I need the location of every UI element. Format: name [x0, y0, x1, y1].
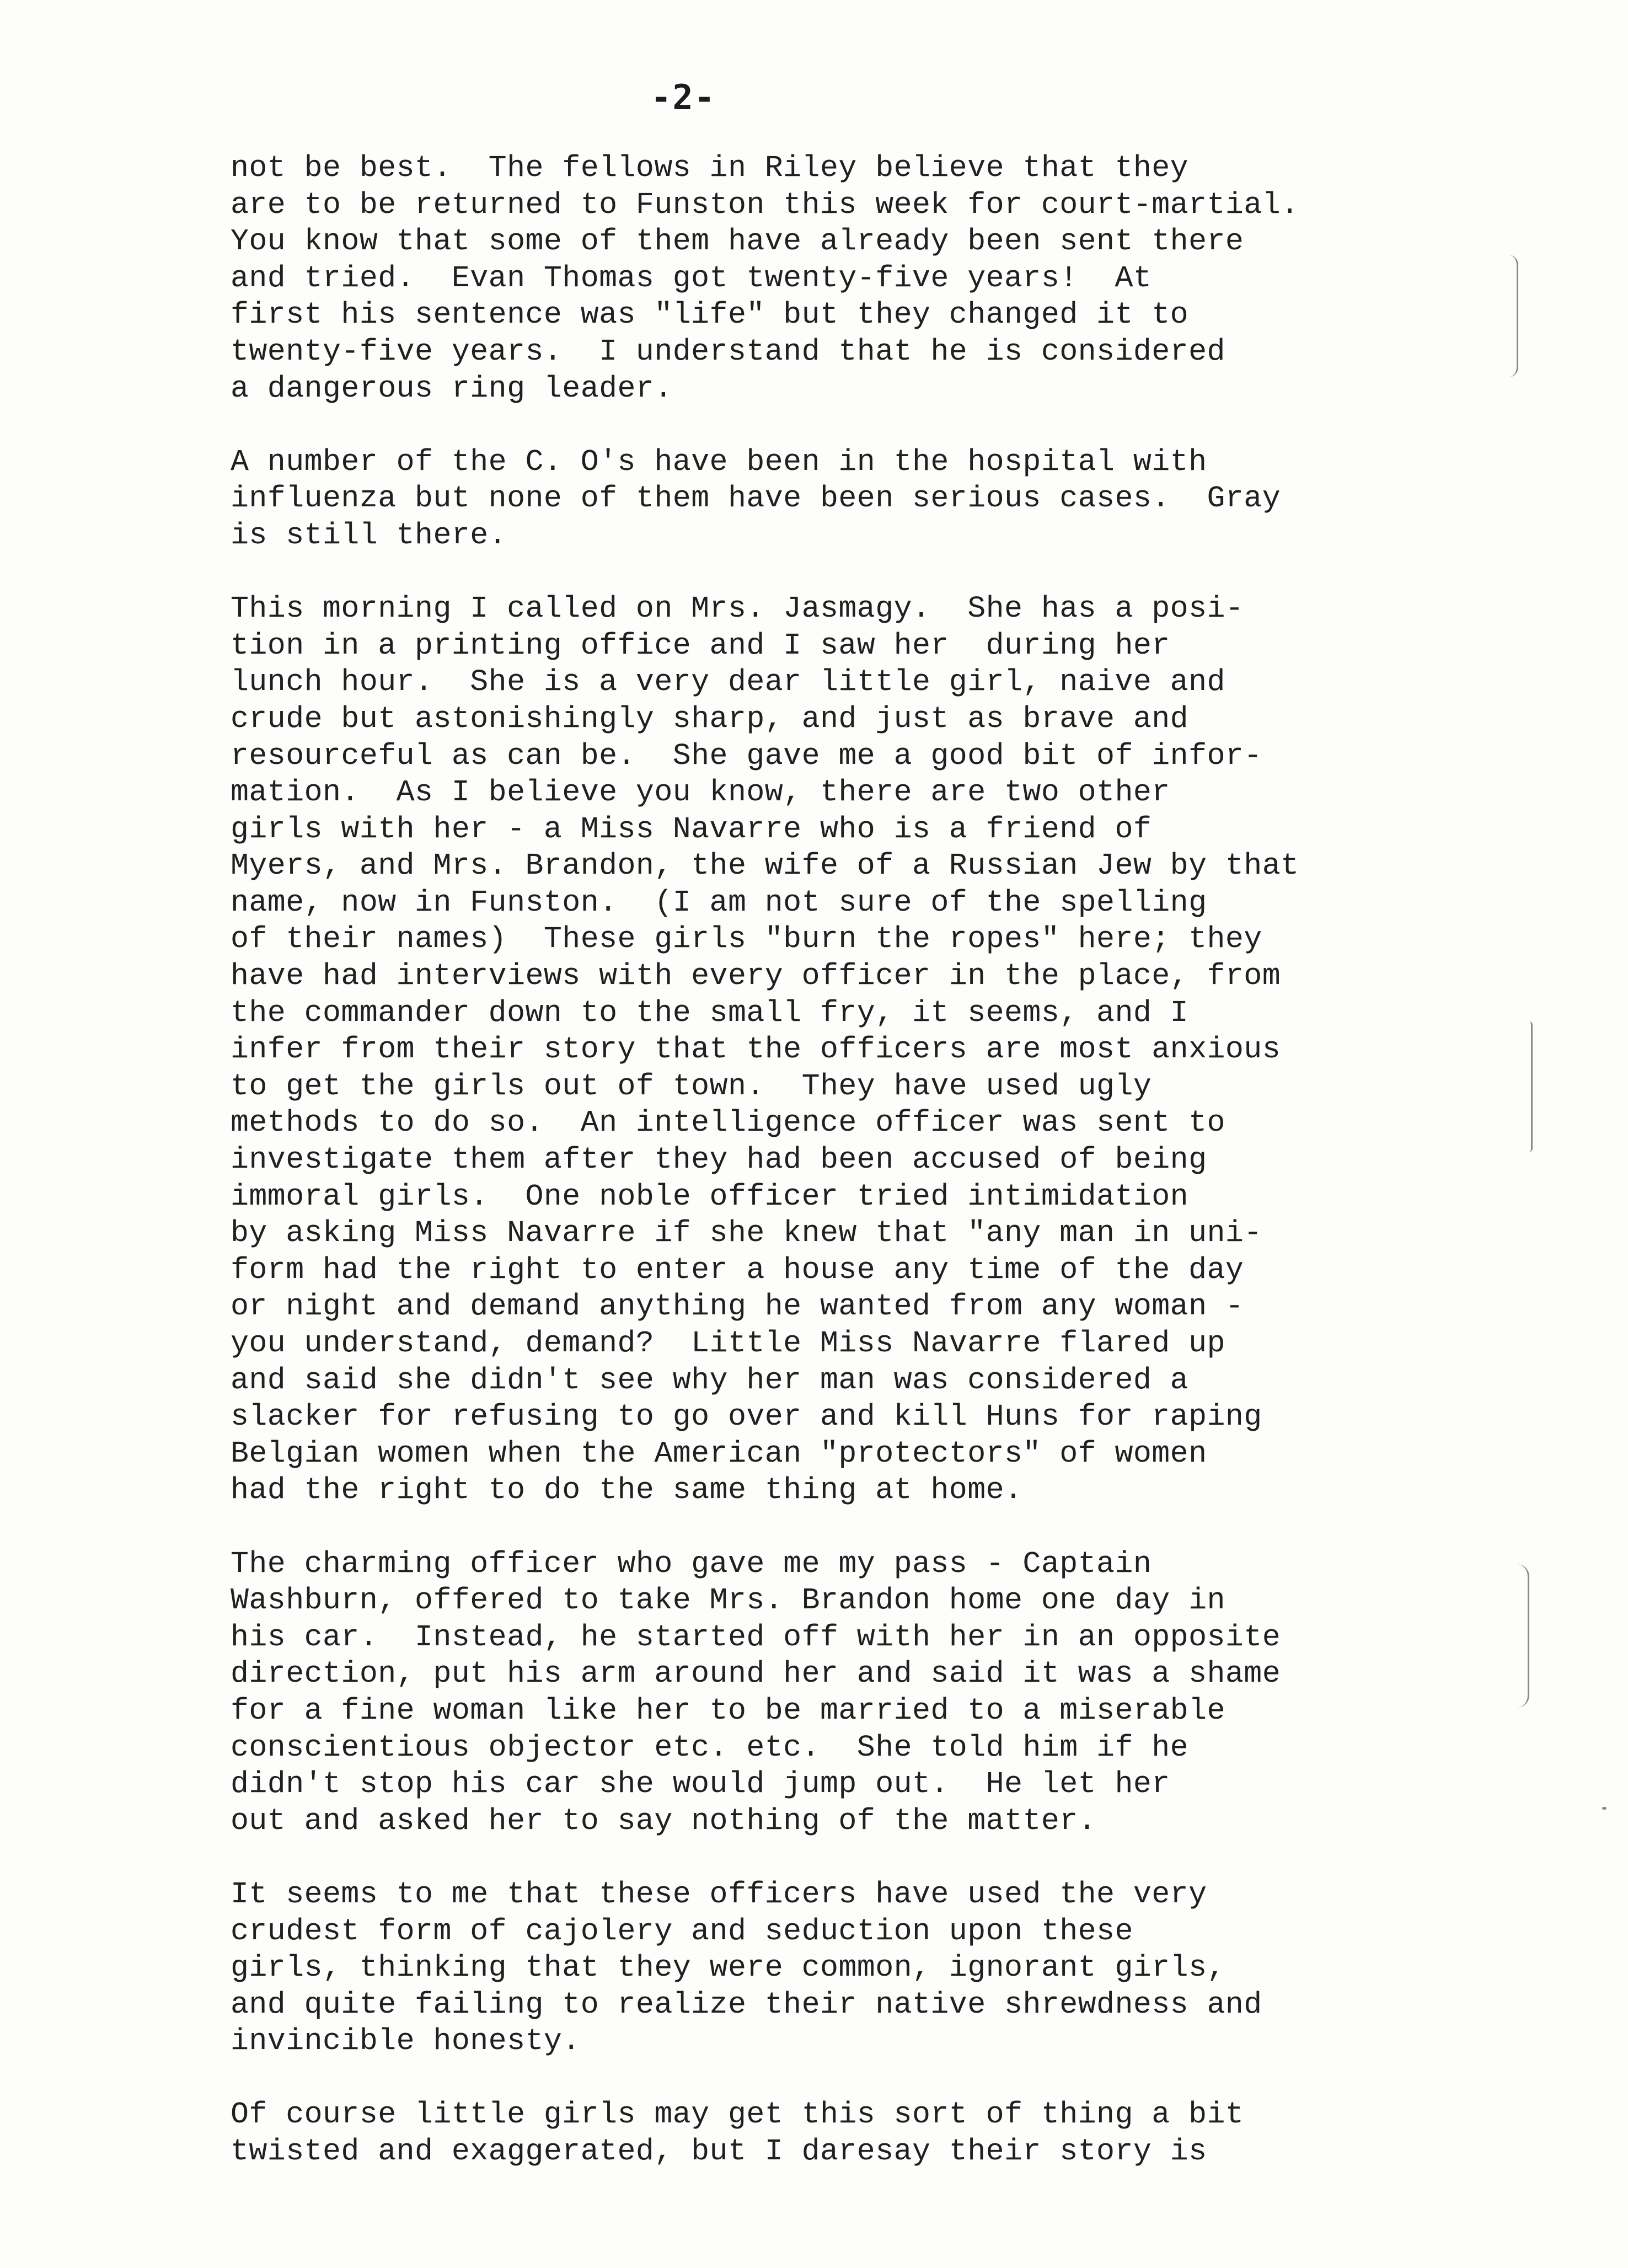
text-line: have had interviews with every officer in the place, from — [231, 959, 1281, 994]
text-line: and tried. Evan Thomas got twenty-five years! At — [231, 260, 1152, 296]
text-line: had the right to do the same thing at home. — [231, 1473, 1023, 1508]
text-line: tion in a printing office and I saw her during her — [231, 628, 1170, 663]
text-line: form had the right to enter a house any time of the day — [231, 1252, 1244, 1287]
text-line: a dangerous ring leader. — [231, 371, 673, 406]
text-line: Washburn, offered to take Mrs. Brandon home one day in — [231, 1583, 1225, 1618]
text-line: lunch hour. She is a very dear little girl, naive and — [231, 665, 1225, 700]
text-line: girls with her - a Miss Navarre who is a friend of — [231, 811, 1152, 847]
text-line: didn't stop his car she would jump out. He let her — [231, 1767, 1170, 1802]
text-line: influenza but none of them have been serious cases. Gray — [231, 481, 1281, 516]
text-line: conscientious objector etc. etc. She told him if he — [231, 1730, 1189, 1765]
text-line: You know that some of them have already been sent there — [231, 224, 1244, 259]
margin-bracket-mark — [1503, 255, 1518, 377]
text-line: first his sentence was "life" but they changed it to — [231, 297, 1189, 333]
text-line: or night and demand anything he wanted from any woman - — [231, 1289, 1244, 1324]
paragraph-gap — [231, 1509, 1532, 1546]
ink-speck — [1602, 1807, 1606, 1810]
paragraph-gap — [231, 554, 1532, 591]
page-number: -2- — [651, 77, 716, 117]
text-line: A number of the C. O's have been in the hospital with — [231, 444, 1207, 479]
text-line: to get the girls out of town. They have used ugly — [231, 1068, 1152, 1104]
text-line: Of course little girls may get this sort of thing a bit — [231, 2097, 1244, 2132]
text-line: It seems to me that these officers have used the very — [231, 1876, 1207, 1912]
text-line: the commander down to the small fry, it seems, and I — [231, 995, 1189, 1030]
text-line: twisted and exaggerated, but I daresay their story is — [231, 2134, 1207, 2169]
text-line: out and asked her to say nothing of the matter. — [231, 1803, 1097, 1838]
text-line: not be best. The fellows in Riley believe that they — [231, 151, 1189, 185]
text-line: name, now in Funston. (I am not sure of the spelling — [231, 885, 1207, 920]
text-line: investigate them after they had been accused of being — [231, 1142, 1207, 1178]
letter-body — [231, 150, 1532, 2170]
text-line: you understand, demand? Little Miss Navarre flared up — [231, 1326, 1225, 1361]
text-line: and quite failing to realize their native shrewdness and — [231, 1987, 1262, 2022]
text-line: is still there. — [231, 517, 507, 553]
text-line: crudest form of cajolery and seduction upon these — [231, 1913, 1133, 1949]
margin-bracket-mark — [1518, 1021, 1533, 1152]
text-line: and said she didn't see why her man was considered a — [231, 1362, 1189, 1398]
text-line: The charming officer who gave me my pass - Captain — [231, 1546, 1152, 1581]
text-line: direction, put his arm around her and said it was a shame — [231, 1656, 1281, 1692]
text-line: his car. Instead, he started off with her in an opposite — [231, 1619, 1281, 1655]
text-line: crude but astonishingly sharp, and just as brave and — [231, 701, 1189, 736]
text-line: methods to do so. An intelligence officer was sent to — [231, 1105, 1225, 1141]
text-line: are to be returned to Funston this week for court-martial. — [231, 187, 1299, 222]
text-line: resourceful as can be. She gave me a good bit of infor- — [231, 738, 1262, 773]
text-line: of their names) These girls "burn the ropes" here; they — [231, 922, 1262, 957]
text-line: for a fine woman like her to be married to a miserable — [231, 1693, 1225, 1728]
text-line: immoral girls. One noble officer tried intimidation — [231, 1179, 1189, 1214]
text-line: infer from their story that the officers are most anxious — [231, 1032, 1281, 1067]
paragraph-gap — [231, 407, 1532, 444]
text-line: girls, thinking that they were common, ignorant girls, — [231, 1950, 1225, 1986]
text-line: twenty-five years. I understand that he is considered — [231, 334, 1225, 369]
paragraph-gap — [231, 1839, 1532, 1876]
paragraph-gap — [231, 2060, 1532, 2097]
text-line: mation. As I believe you know, there are two other — [231, 775, 1170, 810]
text-line: This morning I called on Mrs. Jasmagy. She has a posi- — [231, 591, 1244, 627]
text-line: Myers, and Mrs. Brandon, the wife of a Russian Jew by that — [231, 848, 1299, 884]
text-line: by asking Miss Navarre if she knew that "any man in uni- — [231, 1216, 1262, 1251]
text-line: slacker for refusing to go over and kill Huns for raping — [231, 1399, 1262, 1435]
text-line: invincible honesty. — [231, 2024, 581, 2059]
margin-bracket-mark — [1514, 1564, 1529, 1708]
text-line: Belgian women when the American "protectors" of women — [231, 1436, 1207, 1471]
